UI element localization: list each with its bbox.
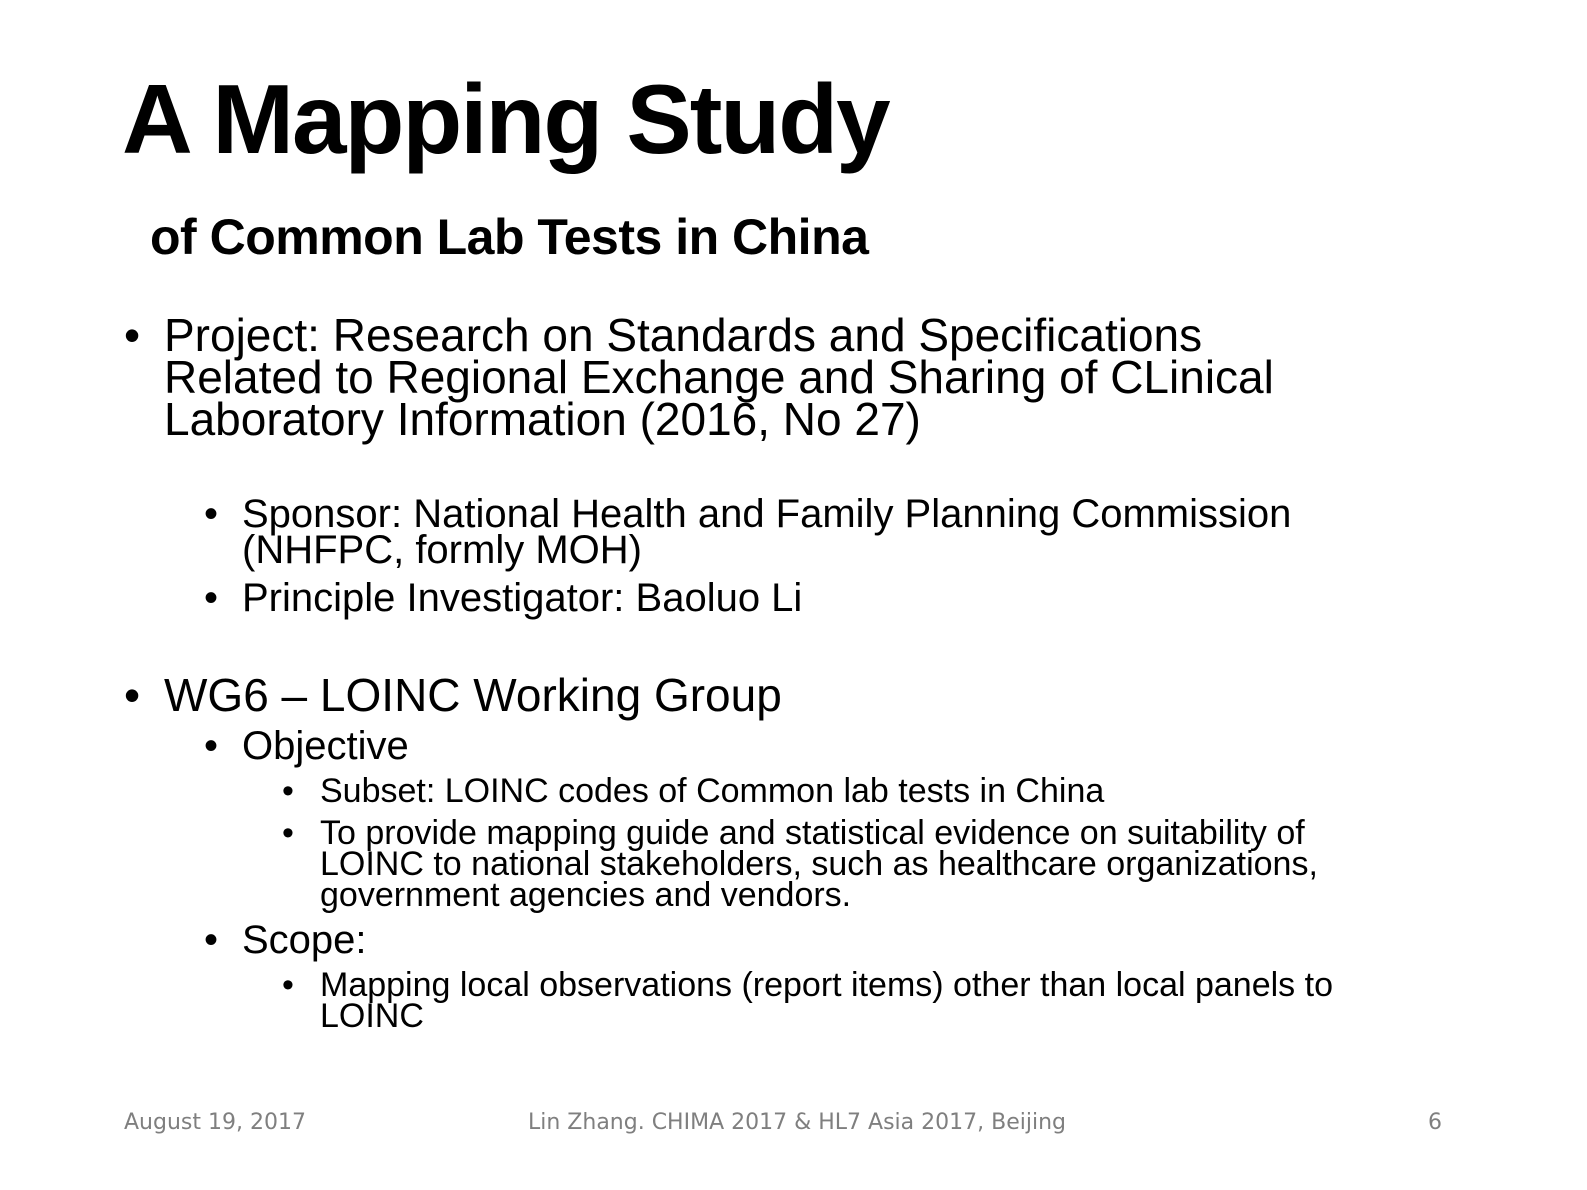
- footer-presenter: Lin Zhang. CHIMA 2017 & HL7 Asia 2017, Beijing: [528, 1110, 1066, 1135]
- bullet-subset: [282, 772, 1105, 810]
- slide-title: A Mapping Study: [122, 64, 889, 174]
- bullet-text: Subset: LOINC codes of Common lab tests in China: [320, 772, 1105, 810]
- bullet-text: Objective: [242, 724, 409, 768]
- footer-date: August 19, 2017: [124, 1110, 306, 1135]
- bullet-wg6: [124, 669, 782, 721]
- bullet-project: [124, 309, 1274, 445]
- bullet-dot: •: [204, 576, 219, 620]
- bullet-text: WG6 – LOINC Working Group: [164, 669, 782, 721]
- bullet-dot: •: [204, 918, 219, 962]
- bullet-text: Scope:: [242, 918, 367, 962]
- page-number: 6: [1428, 1110, 1442, 1135]
- bullet-text: To provide mapping guide and statistical evidence on suitability of LOINC to national stakeholders, such as healthcare organizations, government agencies and vendors.: [320, 814, 1318, 914]
- bullet-dot: •: [124, 309, 141, 361]
- bullet-objective: [204, 724, 409, 768]
- bullet-text: Mapping local observations (report items) other than local panels to LOINC: [320, 966, 1333, 1035]
- bullet-mapping: [282, 966, 1333, 1035]
- bullet-text: Project: Research on Standards and Specifications Related to Regional Exchange and Sharing of CLinical Laboratory Information (2016, No 27): [164, 309, 1274, 445]
- bullet-dot: •: [282, 772, 294, 810]
- bullet-investigator: [204, 576, 803, 620]
- bullet-dot: •: [204, 492, 219, 536]
- slide-subtitle: of Common Lab Tests in China: [150, 209, 869, 265]
- bullet-dot: •: [204, 724, 219, 768]
- bullet-dot: •: [282, 814, 294, 852]
- bullet-provide: [282, 814, 1318, 914]
- bullet-dot: •: [282, 966, 294, 1004]
- bullet-dot: •: [124, 669, 141, 721]
- bullet-text: Sponsor: National Health and Family Planning Commission (NHFPC, formly MOH): [242, 492, 1292, 572]
- bullet-sponsor: [204, 492, 1292, 572]
- bullet-scope: [204, 918, 367, 962]
- bullet-text: Principle Investigator: Baoluo Li: [242, 576, 803, 620]
